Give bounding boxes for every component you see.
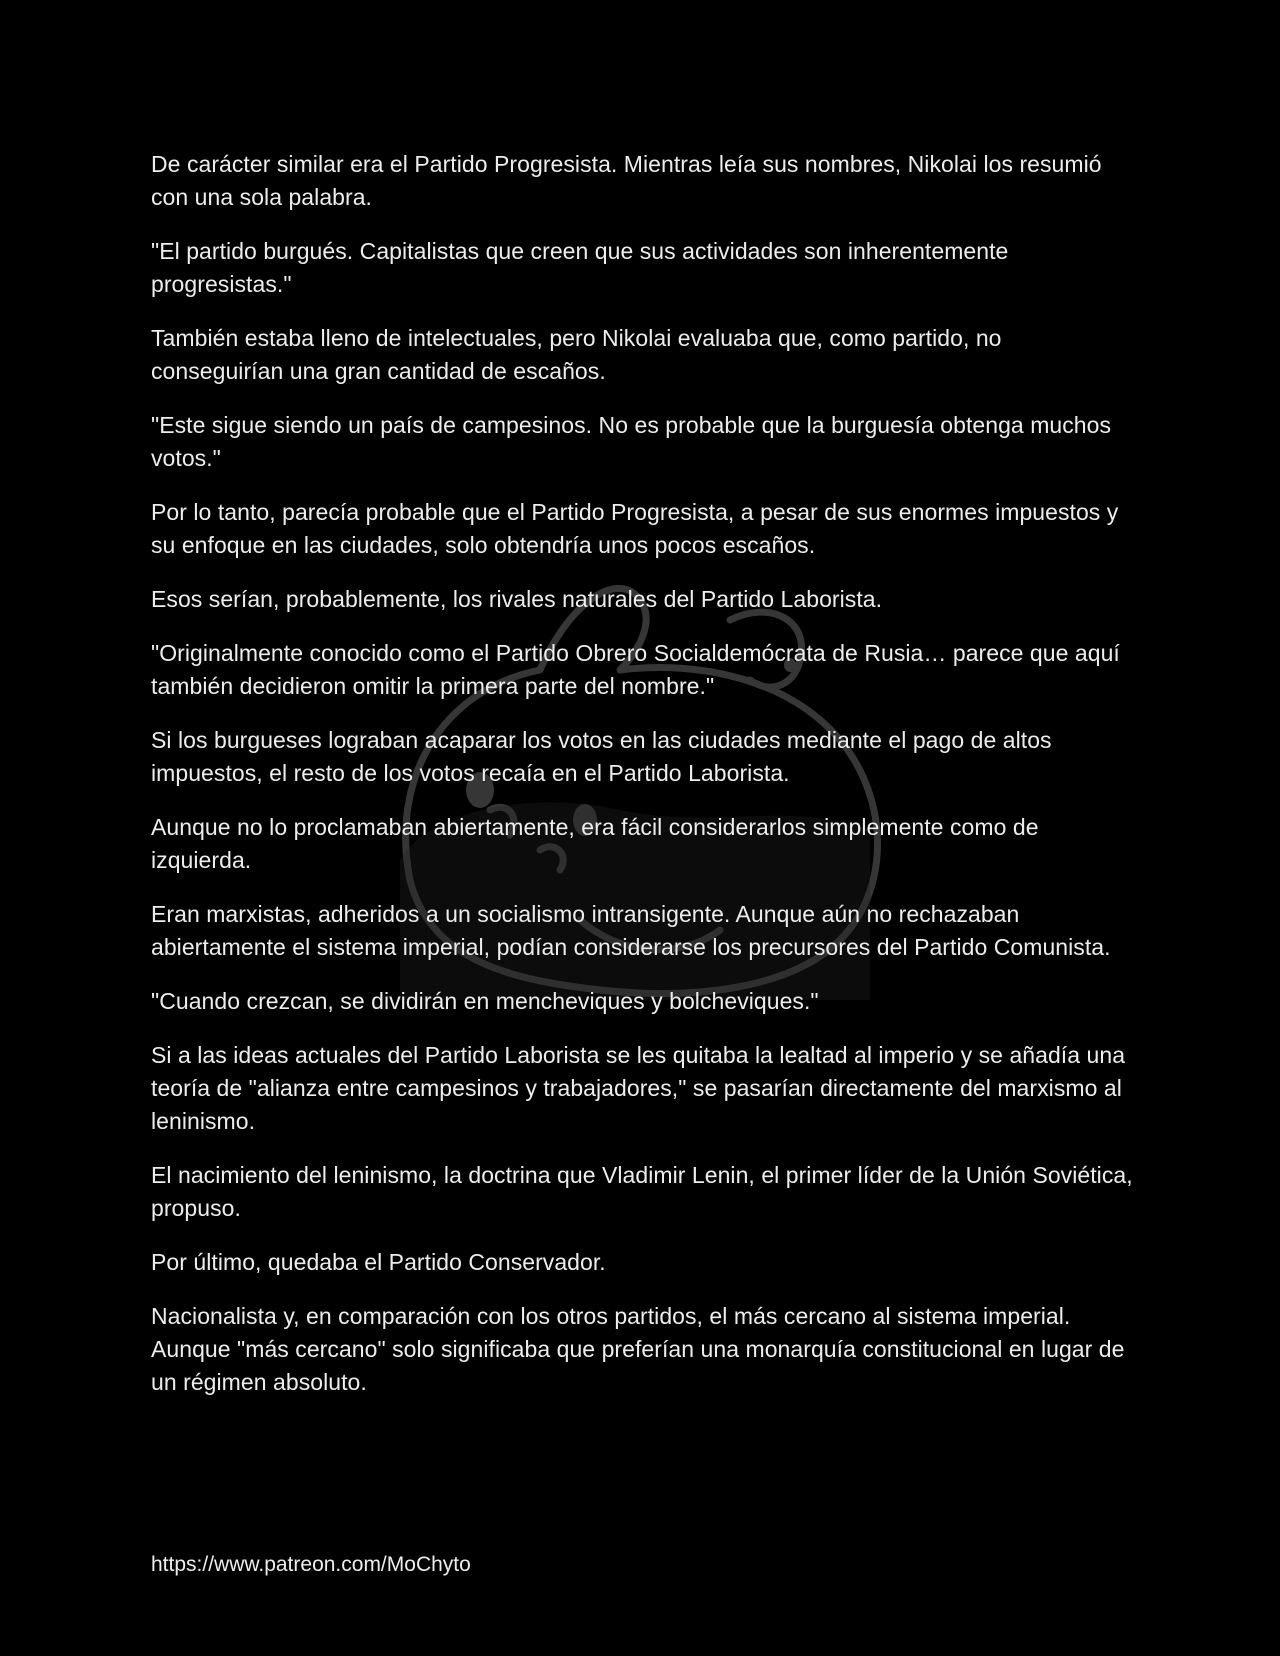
paragraph: "El partido burgués. Capitalistas que creen que sus actividades son inherentemente progresistas." xyxy=(151,238,1009,297)
paragraph: Por lo tanto, parecía probable que el Partido Progresista, a pesar de sus enormes impuestos y su enfoque en las ciudades, solo obtendría unos pocos escaños. xyxy=(151,499,1119,558)
paragraph: Si a las ideas actuales del Partido Laborista se les quitaba la lealtad al imperio y se añadía una teoría de "alianza entre campesinos y trabajadores," se pasarían directamente del marxismo al leninismo. xyxy=(151,1042,1126,1134)
paragraph: Nacionalista y, en comparación con los otros partidos, el más cercano al sistema imperial. Aunque "más cercano" solo significaba que preferían una monarquía constitucional en lugar de un régimen absoluto. xyxy=(151,1303,1125,1395)
document-body xyxy=(151,148,1136,1420)
patreon-link[interactable]: https://www.patreon.com/MoChyto xyxy=(151,1553,471,1576)
paragraph: Si los burgueses lograban acaparar los votos en las ciudades mediante el pago de altos impuestos, el resto de los votos recaía en el Partido Laborista. xyxy=(151,727,1052,786)
paragraph: Por último, quedaba el Partido Conservador. xyxy=(151,1249,606,1275)
paragraph: "Originalmente conocido como el Partido Obrero Socialdemócrata de Rusia… parece que aquí también decidieron omitir la primera parte del nombre." xyxy=(151,640,1120,699)
paragraph: El nacimiento del leninismo, la doctrina que Vladimir Lenin, el primer líder de la Unión Soviética, propuso. xyxy=(151,1162,1133,1221)
paragraph: Eran marxistas, adheridos a un socialismo intransigente. Aunque aún no rechazaban abiertamente el sistema imperial, podían considerarse los precursores del Partido Comunista. xyxy=(151,901,1111,960)
paragraph: También estaba lleno de intelectuales, pero Nikolai evaluaba que, como partido, no conseguirían una gran cantidad de escaños. xyxy=(151,325,1002,384)
paragraph: Aunque no lo proclamaban abiertamente, era fácil considerarlos simplemente como de izquierda. xyxy=(151,814,1039,873)
paragraph: "Este sigue siendo un país de campesinos. No es probable que la burguesía obtenga muchos votos." xyxy=(151,412,1112,471)
paragraph: Esos serían, probablemente, los rivales naturales del Partido Laborista. xyxy=(151,586,883,612)
paragraph: De carácter similar era el Partido Progresista. Mientras leía sus nombres, Nikolai los resumió con una sola palabra. xyxy=(151,151,1102,210)
paragraph: "Cuando crezcan, se dividirán en mencheviques y bolcheviques." xyxy=(151,988,819,1014)
